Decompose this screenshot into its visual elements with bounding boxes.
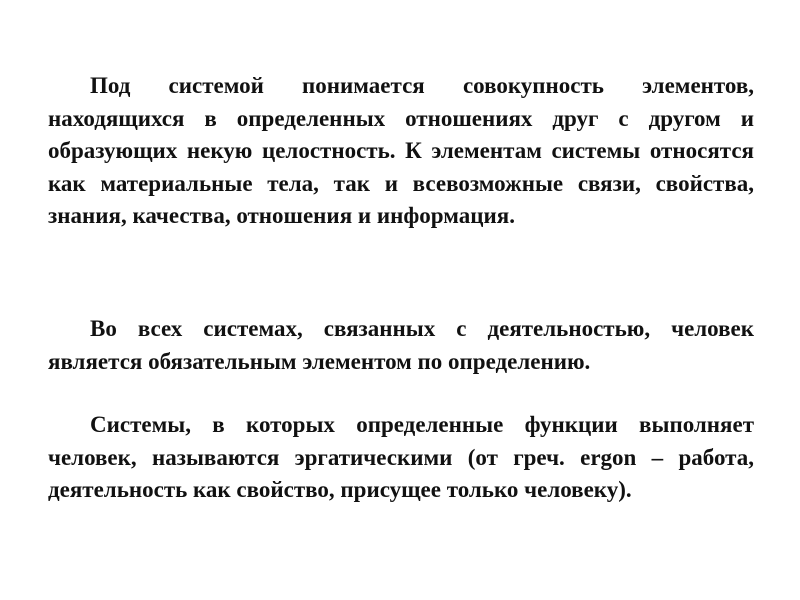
paragraph-system-definition: Под системой понимается совокупность элементов, находящихся в определенных отношениях друг с другом и образующих некую целостность. К элементам системы относятся как материальные тела, так и всевозможные связи, свойства, знания, качества, отношения и информация. [48,73,754,228]
paragraph-ergatic-systems: Системы, в которых определенные функции выполняет человек, называются эргатическими (от греч. ergon – работа, деятельность как свойство, присущее только человеку). [48,412,754,502]
paragraph-human-element: Во всех системах, связанных с деятельностью, человек является обязательным элементом по определению. [48,316,754,374]
